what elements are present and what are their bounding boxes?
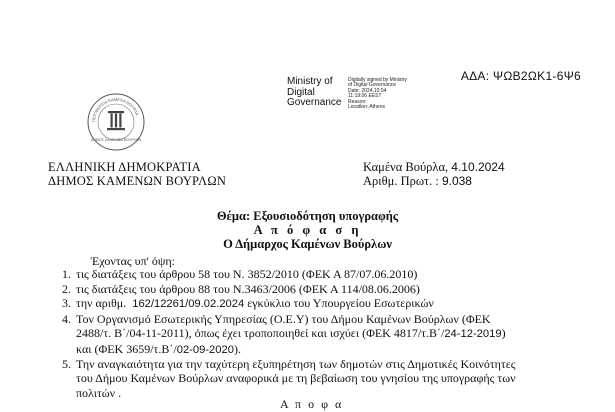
signature-org-line: Governance (287, 97, 342, 108)
signature-detail-line: Location: Athens (348, 104, 385, 111)
signature-detail-line: Reason: (348, 98, 367, 105)
mayor-heading: Ο Δήμαρχος Καμένων Βούρλων (223, 237, 392, 251)
item-text: την αριθμ. (76, 296, 133, 311)
signature-organization (287, 77, 341, 109)
item-text: εγκύκλιο του Υπουργείου Εσωτερικών (244, 296, 434, 311)
document-date: 4.10.2024 (451, 160, 505, 174)
item-text: τις διατάξεις του άρθρου 58 του Ν. 3852/2010 (ΦΕΚ Α 87/07.06.2010) (76, 267, 418, 281)
protocol-number: 9.038 (441, 174, 472, 188)
gazette-date: 02-09-2020 (176, 343, 234, 356)
ada-code: ΑΔΑ: ΨΩΒ2ΩΚ1-6Ψ6 (460, 69, 581, 83)
country-name: ΕΛΛΗΝΙΚΗ ΔΗΜΟΚΡΑΤΙΑ (48, 160, 201, 174)
item-text: 2488/τ. Β΄/04-11-2011), όπως έχει τροποποιηθεί και ισχύει (ΦΕΚ 4817/τ.Β΄/ (76, 326, 445, 341)
decision-heading: Α π ό φ α σ η (253, 223, 362, 237)
issuer-block (48, 160, 226, 188)
item-text: του Δήμου Καμένων Βούρλων αναφορικά με τη βεβαίωση του γνησίου της υπογραφής των (76, 371, 516, 386)
considerations-list (62, 267, 592, 400)
item-number: 2. (62, 281, 71, 296)
item-number: 3. (62, 296, 71, 311)
list-item (62, 296, 592, 311)
signature-detail-line: 11:19:06 EEST (348, 93, 382, 100)
list-item (62, 282, 592, 296)
date-protocol-block (363, 160, 505, 188)
gazette-date: 24-12-2019 (444, 328, 502, 341)
municipal-seal-icon (86, 92, 146, 152)
list-item (62, 357, 592, 400)
list-item (62, 267, 592, 281)
signature-details (348, 78, 407, 110)
item-text: πολιτών . (76, 385, 122, 400)
considering-intro: Έχοντας υπ' όψη: (91, 254, 175, 268)
column-emblem-icon (107, 111, 125, 130)
municipality-name: ΔΗΜΟΣ ΚΑΜΕΝΩΝ ΒΟΥΡΛΩΝ (48, 174, 227, 188)
place-label: Καμένα Βούρλα, (363, 160, 449, 174)
item-text: τις διατάξεις του άρθρου 88 του Ν.3463/2006 (ΦΕΚ Α 114/08.06.2006) (76, 281, 420, 296)
seal-bottom-text: ΔΗΜΟΣ ΚΑΜΕΝΩΝ ΒΟΥΡΛΩΝ (90, 138, 142, 142)
signature-detail-line: of Digital Governance (348, 82, 397, 89)
item-text: ). (233, 341, 241, 356)
signature-detail-line: Date: 2024.10.04 (348, 87, 387, 94)
item-number: 5. (62, 357, 71, 372)
signature-org-line: Digital (287, 86, 315, 98)
item-number: 4. (62, 312, 71, 327)
item-text: ) (501, 326, 506, 341)
signature-detail-line: Digitally signed by Ministry (348, 77, 407, 83)
subject-line: Θέμα: Εξουσιοδότηση υπογραφής (216, 209, 399, 223)
protocol-label: Αριθμ. Πρωτ. : (363, 174, 439, 188)
list-item (62, 312, 592, 357)
item-text: και (ΦΕΚ 3659/τ.Β΄/ (76, 341, 177, 356)
item-text: Την αναγκαιότητα για την ταχύτερη εξυπηρέτηση των δημοτών στις Δημοτικές Κοινότητες (76, 357, 516, 372)
item-number: 1. (62, 267, 71, 281)
item-text: Τον Οργανισμό Εσωτερικής Υπηρεσίας (Ο.Ε.Υ) του Δήμου Καμένων Βούρλων (ΦΕΚ (76, 312, 491, 327)
signature-org-line: Ministry of (287, 76, 333, 87)
circular-number: 162/12261/09.02.2024 (132, 298, 245, 311)
seal-ring-text: ΠΕΡΙΦΕΡΕΙΑ ΚΑΜΕΝΑ ΒΟΥΡΛΑ (90, 96, 140, 123)
cut-off-heading: Α π ο φ α (280, 397, 344, 411)
